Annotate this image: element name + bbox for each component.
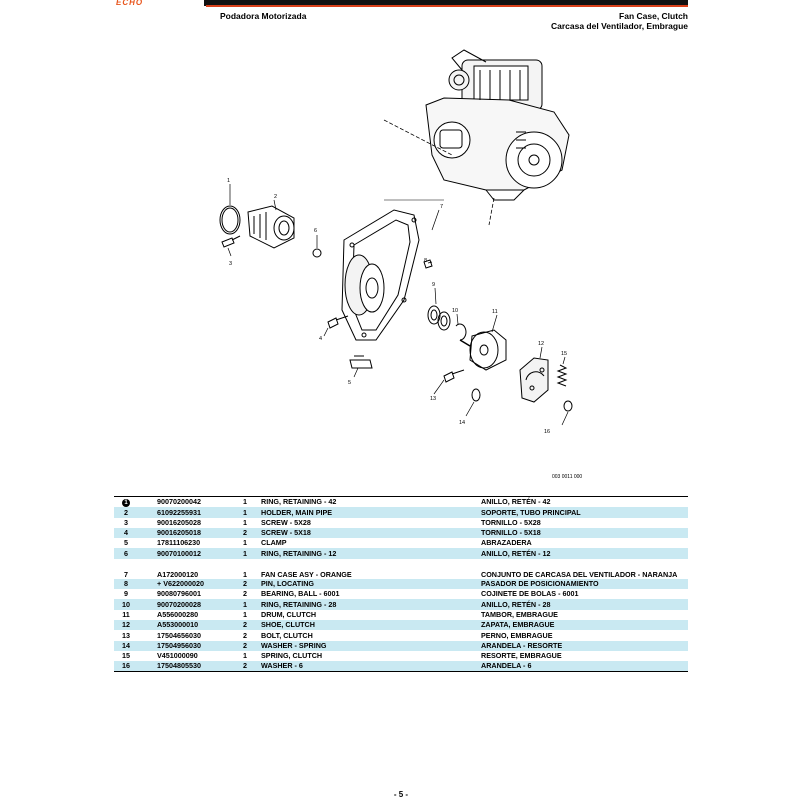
part-ref-number: 9 [124, 589, 128, 599]
part-quantity: 1 [241, 548, 261, 558]
clutch-shoes [520, 358, 548, 402]
part-quantity: 2 [243, 589, 247, 599]
part-description-es: ARANDELA - 6 [481, 661, 688, 672]
callout-15: 15 [561, 351, 568, 357]
part-quantity: 1 [243, 609, 247, 619]
part-number: 90070100012 [132, 548, 241, 558]
part-number: 17811106230 [157, 538, 201, 548]
brand-logo: ECHO [116, 0, 144, 7]
part-description-es: ANILLO, RETÉN - 28 [481, 599, 688, 609]
washer-6 [564, 401, 572, 411]
callout-5: 5 [348, 380, 352, 386]
table-row [114, 599, 688, 609]
part-description-en: CLAMP [261, 538, 287, 548]
part-number: 61092255931 [132, 507, 241, 517]
logo-area [114, 0, 204, 6]
screw-5x18 [328, 316, 348, 328]
retaining-ring-28 [456, 324, 466, 340]
part-quantity: 1 [241, 507, 261, 517]
part-ref-number [114, 497, 132, 508]
part-number: 17504956030 [132, 641, 241, 651]
parts-list-table [114, 496, 688, 672]
part-description-en: SHOE, CLUTCH [261, 620, 481, 630]
part-ref-number: 6 [114, 548, 132, 558]
retaining-ring-12 [313, 249, 321, 257]
part-number: 90080796001 [157, 589, 201, 599]
table-row [114, 661, 688, 672]
part-ref-number: 7 [124, 569, 128, 579]
main-pipe-holder [248, 206, 294, 248]
callout-1: 1 [227, 178, 231, 184]
callout-14: 14 [459, 420, 466, 426]
part-quantity: 2 [241, 528, 261, 538]
callout-7: 7 [440, 204, 444, 210]
part-ref-number: 13 [122, 630, 130, 640]
part-number: 90016205028 [157, 517, 201, 527]
callout-12: 12 [538, 341, 545, 347]
part-description-es: ARANDELA - RESORTE [481, 641, 688, 651]
table-row [114, 589, 688, 599]
part-ref-number: 10 [114, 599, 132, 609]
part-quantity: 1 [243, 569, 247, 579]
table-row [114, 528, 688, 538]
clutch-bolt [444, 370, 464, 382]
part-number: 90016205018 [132, 528, 241, 538]
part-ref-number: 3 [124, 517, 128, 527]
spring-washer [472, 389, 480, 401]
callout-10: 10 [452, 308, 459, 314]
part-number: + V622000020 [132, 579, 241, 589]
part-description-en: RING, RETAINING - 12 [261, 548, 481, 558]
part-quantity: 2 [241, 620, 261, 630]
part-description-en: SCREW - 5X28 [261, 517, 311, 527]
table-row [114, 538, 688, 548]
part-description-es: TORNILLO - 5X18 [481, 528, 688, 538]
part-quantity: 2 [241, 661, 261, 672]
table-row [114, 548, 688, 558]
part-number: A172000120 [157, 569, 199, 579]
part-number: A556000280 [157, 609, 199, 619]
part-description-en: HOLDER, MAIN PIPE [261, 507, 481, 517]
part-ref-circle: 1 [122, 499, 130, 507]
part-description-es: ANILLO, RETÉN - 12 [481, 548, 688, 558]
callout-2: 2 [274, 194, 278, 200]
callout-16: 16 [544, 429, 551, 435]
callout-4: 4 [319, 336, 323, 342]
table-row [114, 497, 688, 508]
table-row [114, 641, 688, 651]
part-number: 17504805530 [132, 661, 241, 672]
part-description-en: SCREW - 5X18 [261, 528, 481, 538]
part-quantity: 1 [243, 538, 247, 548]
part-quantity: 1 [243, 497, 247, 507]
figure-code: 003 0011 000 [552, 474, 583, 480]
part-description-en: BOLT, CLUTCH [261, 630, 313, 640]
exploded-parts-diagram [114, 40, 688, 460]
catalog-page [114, 0, 688, 800]
section-title-en: Fan Case, Clutch [619, 11, 688, 21]
part-quantity: 2 [243, 630, 247, 640]
table-row [114, 610, 688, 620]
clutch-drum [460, 330, 506, 370]
part-ref-number: 4 [114, 528, 132, 538]
part-number: A553000010 [132, 620, 241, 630]
product-title: Podadora Motorizada [220, 11, 307, 21]
part-description-en: RING, RETAINING - 42 [261, 497, 337, 507]
part-description-en: SPRING, CLUTCH [261, 651, 323, 661]
part-ref-number: 14 [114, 641, 132, 651]
part-description-en: WASHER - SPRING [261, 641, 481, 651]
part-ref-number: 8 [114, 579, 132, 589]
part-description-en: FAN CASE ASY - ORANGE [261, 569, 352, 579]
part-description-en: PIN, LOCATING [261, 579, 481, 589]
section-title-es: Carcasa del Ventilador, Embrague [550, 21, 688, 31]
part-quantity: 1 [241, 599, 261, 609]
part-number: 90070200042 [157, 497, 201, 507]
callout-6: 6 [314, 228, 318, 234]
part-description-en: WASHER - 6 [261, 661, 481, 672]
table-row [114, 630, 688, 640]
part-description-es: ABRAZADERA [481, 538, 532, 548]
part-description-es: ANILLO, RETÉN - 42 [481, 497, 551, 507]
part-description-es: TORNILLO - 5X28 [481, 517, 541, 527]
header-accent-line [206, 5, 688, 7]
part-description-en: BEARING, BALL - 6001 [261, 589, 340, 599]
part-number: V451000090 [157, 651, 198, 661]
part-number: 17504656030 [157, 630, 201, 640]
table-row [114, 579, 688, 589]
part-quantity: 1 [243, 651, 247, 661]
part-description-es: SOPORTE, TUBO PRINCIPAL [481, 507, 688, 517]
table-row [114, 518, 688, 528]
part-ref-number: 12 [114, 620, 132, 630]
part-description-en: RING, RETAINING - 28 [261, 599, 481, 609]
part-description-es: RESORTE, EMBRAGUE [481, 651, 562, 661]
part-ref-number: 5 [124, 538, 128, 548]
callout-13: 13 [430, 396, 437, 402]
part-quantity: 1 [243, 517, 247, 527]
part-description-es: COJINETE DE BOLAS - 6001 [481, 589, 579, 599]
table-row [114, 620, 688, 630]
part-ref-number: 16 [114, 661, 132, 672]
callout-3: 3 [229, 261, 233, 267]
part-description-es: CONJUNTO DE CARCASA DEL VENTILADOR - NARANJA [481, 569, 678, 579]
part-ref-number: 11 [122, 609, 130, 619]
part-description-es: PASADOR DE POSICIONAMIENTO [481, 579, 688, 589]
retaining-ring-42 [220, 206, 240, 234]
callout-9: 9 [432, 282, 436, 288]
part-quantity: 2 [241, 641, 261, 651]
part-description-en: DRUM, CLUTCH [261, 609, 317, 619]
part-number: 90070200028 [132, 599, 241, 609]
table-row [114, 559, 688, 579]
clutch-spring [558, 365, 566, 386]
clamp [350, 356, 372, 368]
callout-11: 11 [492, 309, 498, 315]
part-ref-number: 2 [114, 507, 132, 517]
page-number: - 5 - [393, 790, 409, 799]
part-quantity: 2 [241, 579, 261, 589]
table-row [114, 651, 688, 661]
ball-bearings [428, 306, 450, 330]
part-ref-number: 15 [122, 651, 130, 661]
engine-illustration [426, 50, 569, 200]
part-description-es: ZAPATA, EMBRAGUE [481, 620, 688, 630]
part-description-es: TAMBOR, EMBRAGUE [481, 609, 558, 619]
table-row [114, 507, 688, 517]
callout-8: 8 [424, 258, 428, 264]
screw-5x28 [222, 236, 240, 247]
part-description-es: PERNO, EMBRAGUE [481, 630, 553, 640]
